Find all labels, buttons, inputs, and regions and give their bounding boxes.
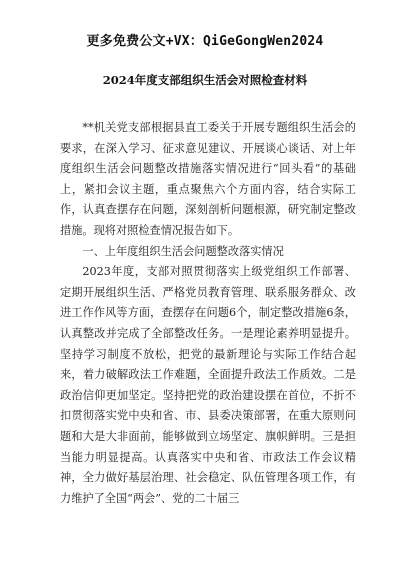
document-body [60,118,356,509]
document-title: 2024年度支部组织生活会对照检查材料 [102,73,308,87]
intro-paragraph: **机关党支部根据县直工委关于开展专题组织生活会的要求，在深入学习、征求意见建议、开展谈心谈话、对上年度组织生活会问题整改措施落实情况进行“回头看”的基础上，紧扣会议主题，重点聚焦六个方面内容，结合实际工作，认真查摆存在问题，深刻剖析问题根源，研究制定整改措施。现将对照检查情况报告如下。 [60,121,356,237]
section-paragraph: 2023年度，支部对照贯彻落实上级党组织工作部署、定期开展组织生活、严格党员教育管理、联系服务群众、改进工作作风等方面，查摆存在问题6个，制定整改措施6条，认真整改并完成了全部整改任务。一是理论素养明显提升。坚持学习制度不放松，把党的最新理论与实际工作结合起来，着力破解政法工作难题，全面提升政法工作质效。二是政治信仰更加坚定。坚持把党的政治建设摆在首位，不折不扣贯彻落实党中央和省、市、县委决策部署，在重大原则问题和大是大非面前，能够做到立场坚定、旗帜鲜明。三是担当能力明显提高。认真落实中央和省、市政法工作会议精神，全力做好基层治理、社会稳定、队伍管理各项工作，有力维护了全国“两会”、党的二十届三 [60,265,356,505]
section-heading: 一、上年度组织生活会问题整改落实情况 [82,244,284,258]
watermark-header: 更多免费公文+VX：QiGeGongWen2024 [86,34,324,49]
